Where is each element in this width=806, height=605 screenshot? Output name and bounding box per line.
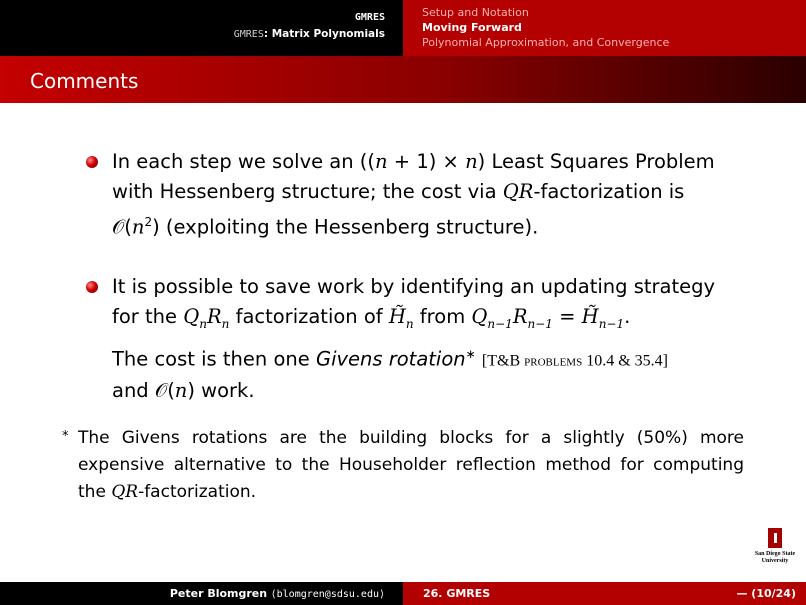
sdsu-logo-icon	[768, 528, 782, 548]
bullet-icon	[86, 281, 98, 293]
footer-email: ⟨blomgren@sdsu.edu⟩	[270, 589, 385, 600]
frame-title: Comments	[30, 69, 139, 93]
nav-section-moving-forward[interactable]: Moving Forward	[422, 21, 522, 34]
bullet-icon	[86, 156, 98, 168]
footer-page-number: — (10/24)	[736, 587, 796, 600]
logo-text-line2: University	[761, 558, 789, 564]
reference-citation: [T&B problems 10.4 & 35.4]	[481, 352, 668, 370]
section-navigation	[403, 0, 806, 56]
footer-lecture: 26. GMRES	[423, 587, 491, 600]
logo-text-line1: San Diego State	[754, 551, 796, 557]
frame-title-bar	[0, 56, 806, 103]
list-item	[112, 272, 752, 406]
nav-section-setup[interactable]: Setup and Notation	[422, 6, 529, 19]
subtitle-rest: : Matrix Polynomials	[263, 28, 385, 40]
item-line: It is possible to save work by identifying an updating strategy	[112, 275, 716, 298]
item-line: In each step we solve an ((n + 1) × n) Least Squares Problem	[112, 150, 715, 173]
list-item	[112, 147, 752, 243]
footer-lecture-block	[403, 582, 806, 605]
item-line: and 𝒪(n) work.	[112, 379, 255, 403]
sdsu-logo	[748, 528, 802, 568]
item-line: The cost is then one Givens rotation∗ [T&B problems 10.4 & 35.4]	[112, 346, 668, 371]
slide-content	[0, 103, 806, 578]
footer-bar	[0, 582, 806, 605]
short-title: GMRES	[354, 12, 385, 23]
footnote	[62, 425, 744, 506]
footer-author: Peter Blomgren	[169, 587, 268, 600]
nav-section-polynomial[interactable]: Polynomial Approximation, and Convergence	[422, 36, 670, 49]
subtitle-mono: GMRES	[233, 29, 264, 40]
header-title-block	[0, 0, 403, 56]
top-navigation-bar	[0, 0, 806, 56]
subtitle	[0, 27, 385, 42]
item-line: $𝒪(n^2)$ (exploiting the Hessenberg structure).	[112, 215, 539, 239]
footnote-text: The Givens rotations are the building blocks for a slightly (50%) more expensive alternative to the Householder reflection method for computing the QR-factorization.	[78, 428, 744, 502]
item-line: with Hessenberg structure; the cost via QR-factorization is	[112, 180, 685, 203]
footer-author-block	[0, 582, 403, 605]
item-line: for the $Q_nR_n$ factorization of $H̃_n$ from $Q_{n-1}R_{n-1}$ = $H̃_{n-1}$.	[112, 305, 631, 331]
footnote-marker: *	[62, 429, 69, 444]
